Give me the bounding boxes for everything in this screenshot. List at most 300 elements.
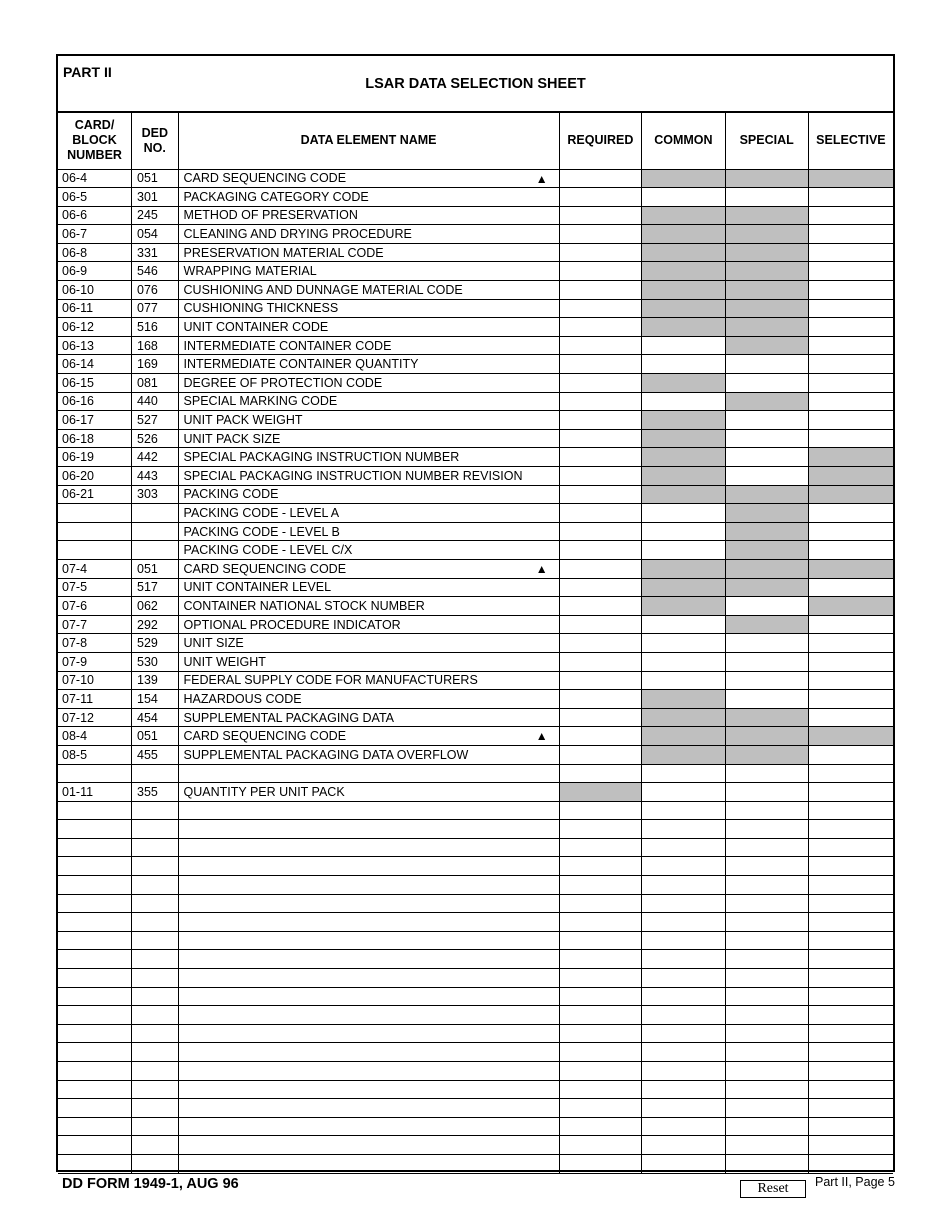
- selective-cell[interactable]: [808, 188, 893, 207]
- required-cell[interactable]: [559, 690, 642, 709]
- required-cell[interactable]: [559, 467, 642, 486]
- card-block-cell[interactable]: [58, 931, 132, 950]
- data-element-name-cell[interactable]: [178, 857, 559, 876]
- required-cell[interactable]: [559, 913, 642, 932]
- selective-cell[interactable]: [808, 336, 893, 355]
- data-element-name-cell: [178, 745, 559, 764]
- table-row: [58, 838, 893, 857]
- common-cell[interactable]: [642, 1099, 725, 1118]
- common-cell: [642, 281, 725, 300]
- special-cell[interactable]: [725, 1154, 808, 1173]
- selective-cell[interactable]: [808, 392, 893, 411]
- special-cell[interactable]: [725, 913, 808, 932]
- data-element-name: DEGREE OF PROTECTION CODE: [183, 375, 383, 390]
- card-block-cell: 08-5: [58, 745, 132, 764]
- special-cell[interactable]: [725, 429, 808, 448]
- special-cell[interactable]: [725, 448, 808, 467]
- required-cell[interactable]: [559, 838, 642, 857]
- selective-cell[interactable]: [808, 1117, 893, 1136]
- special-cell[interactable]: [725, 188, 808, 207]
- required-cell[interactable]: [559, 634, 642, 653]
- special-cell: [725, 318, 808, 337]
- selective-cell[interactable]: [808, 671, 893, 690]
- selective-cell[interactable]: [808, 950, 893, 969]
- card-block-cell[interactable]: [58, 894, 132, 913]
- data-element-name-cell[interactable]: [178, 876, 559, 895]
- selective-cell[interactable]: [808, 1154, 893, 1173]
- data-element-name-cell: [178, 206, 559, 225]
- common-cell[interactable]: [642, 188, 725, 207]
- required-cell[interactable]: [559, 336, 642, 355]
- table-row: [58, 504, 893, 523]
- selective-cell[interactable]: [808, 838, 893, 857]
- required-cell[interactable]: [559, 615, 642, 634]
- data-element-name-cell[interactable]: [178, 1080, 559, 1099]
- selective-cell[interactable]: [808, 634, 893, 653]
- page-number: Part II, Page 5: [815, 1175, 895, 1189]
- required-cell[interactable]: [559, 392, 642, 411]
- common-cell[interactable]: [642, 336, 725, 355]
- data-element-name-cell[interactable]: [178, 820, 559, 839]
- common-cell[interactable]: [642, 894, 725, 913]
- special-cell[interactable]: [725, 820, 808, 839]
- common-cell: [642, 578, 725, 597]
- common-cell[interactable]: [642, 615, 725, 634]
- required-cell[interactable]: [559, 206, 642, 225]
- card-block-cell: 06-21: [58, 485, 132, 504]
- card-block-cell[interactable]: [58, 987, 132, 1006]
- data-element-name-cell[interactable]: [178, 969, 559, 988]
- card-block-cell[interactable]: [58, 1043, 132, 1062]
- ded-no-cell[interactable]: [132, 1154, 179, 1173]
- required-cell[interactable]: [559, 1024, 642, 1043]
- required-cell[interactable]: [559, 374, 642, 393]
- common-cell[interactable]: [642, 987, 725, 1006]
- common-cell: [642, 745, 725, 764]
- special-cell[interactable]: [725, 783, 808, 802]
- selective-cell[interactable]: [808, 1136, 893, 1155]
- required-cell[interactable]: [559, 541, 642, 560]
- ded-no-cell[interactable]: [132, 876, 179, 895]
- required-cell[interactable]: [559, 485, 642, 504]
- selective-cell[interactable]: [808, 969, 893, 988]
- selective-cell[interactable]: [808, 504, 893, 523]
- selective-cell[interactable]: [808, 987, 893, 1006]
- special-cell: [725, 615, 808, 634]
- selective-cell[interactable]: [808, 652, 893, 671]
- card-block-cell[interactable]: [58, 838, 132, 857]
- data-element-name: CLEANING AND DRYING PROCEDURE: [183, 227, 412, 242]
- header-row: [58, 113, 893, 169]
- common-cell[interactable]: [642, 950, 725, 969]
- required-cell[interactable]: [559, 745, 642, 764]
- data-element-name-cell[interactable]: [178, 1043, 559, 1062]
- special-cell: [725, 262, 808, 281]
- card-block-cell: [58, 764, 132, 783]
- required-cell[interactable]: [559, 764, 642, 783]
- selective-cell[interactable]: [808, 931, 893, 950]
- required-cell[interactable]: [559, 559, 642, 578]
- ded-no-cell[interactable]: [132, 1006, 179, 1025]
- selective-cell[interactable]: [808, 801, 893, 820]
- ded-no-cell[interactable]: [132, 931, 179, 950]
- common-cell[interactable]: [642, 969, 725, 988]
- common-cell[interactable]: [642, 931, 725, 950]
- required-cell[interactable]: [559, 318, 642, 337]
- table-row: [58, 1043, 893, 1062]
- common-cell[interactable]: [642, 1006, 725, 1025]
- selective-cell[interactable]: [808, 429, 893, 448]
- data-element-name-cell[interactable]: [178, 987, 559, 1006]
- required-cell[interactable]: [559, 1006, 642, 1025]
- common-cell[interactable]: [642, 541, 725, 560]
- special-cell[interactable]: [725, 950, 808, 969]
- data-element-name-cell: [178, 392, 559, 411]
- common-cell[interactable]: [642, 783, 725, 802]
- selective-cell[interactable]: [808, 876, 893, 895]
- card-block-cell: [58, 541, 132, 560]
- data-element-name-cell: [178, 188, 559, 207]
- special-cell[interactable]: [725, 969, 808, 988]
- common-cell[interactable]: [642, 1117, 725, 1136]
- common-cell: [642, 597, 725, 616]
- data-element-name-cell[interactable]: [178, 801, 559, 820]
- selective-cell[interactable]: [808, 355, 893, 374]
- data-element-name-cell[interactable]: [178, 1099, 559, 1118]
- col-header-ded-no: DED NO.: [132, 113, 179, 169]
- selective-cell[interactable]: [808, 1043, 893, 1062]
- data-element-name: PRESERVATION MATERIAL CODE: [183, 245, 384, 260]
- selective-cell[interactable]: [808, 894, 893, 913]
- special-cell[interactable]: [725, 597, 808, 616]
- ded-no-cell[interactable]: [132, 801, 179, 820]
- data-element-name-cell: [178, 764, 559, 783]
- ded-no-cell[interactable]: [132, 1099, 179, 1118]
- data-element-name-cell: [178, 597, 559, 616]
- special-cell[interactable]: [725, 634, 808, 653]
- special-cell[interactable]: [725, 931, 808, 950]
- data-element-name: OPTIONAL PROCEDURE INDICATOR: [183, 617, 401, 632]
- required-cell[interactable]: [559, 355, 642, 374]
- special-cell: [725, 206, 808, 225]
- required-cell[interactable]: [559, 931, 642, 950]
- ded-no-cell[interactable]: [132, 838, 179, 857]
- special-cell[interactable]: [725, 411, 808, 430]
- special-cell[interactable]: [725, 876, 808, 895]
- ded-no-cell[interactable]: [132, 857, 179, 876]
- common-cell[interactable]: [642, 838, 725, 857]
- selective-cell[interactable]: [808, 820, 893, 839]
- data-element-name-cell[interactable]: [178, 1024, 559, 1043]
- required-cell[interactable]: [559, 188, 642, 207]
- ded-no-cell: 169: [132, 355, 179, 374]
- data-selection-grid: [58, 113, 893, 1174]
- special-cell[interactable]: [725, 467, 808, 486]
- card-block-cell: 06-8: [58, 243, 132, 262]
- required-cell[interactable]: [559, 578, 642, 597]
- data-element-name: UNIT CONTAINER LEVEL: [183, 580, 332, 595]
- common-cell: [642, 727, 725, 746]
- ded-no-cell[interactable]: [132, 820, 179, 839]
- common-cell[interactable]: [642, 820, 725, 839]
- card-block-cell[interactable]: [58, 1117, 132, 1136]
- common-cell: [642, 467, 725, 486]
- required-cell[interactable]: [559, 857, 642, 876]
- required-cell[interactable]: [559, 262, 642, 281]
- ded-no-cell[interactable]: [132, 969, 179, 988]
- common-cell[interactable]: [642, 857, 725, 876]
- data-element-name-cell: [178, 262, 559, 281]
- card-block-cell[interactable]: [58, 857, 132, 876]
- special-cell[interactable]: [725, 1006, 808, 1025]
- required-cell[interactable]: [559, 504, 642, 523]
- required-cell[interactable]: [559, 969, 642, 988]
- special-cell[interactable]: [725, 857, 808, 876]
- table-row: [58, 1136, 893, 1155]
- special-cell[interactable]: [725, 1024, 808, 1043]
- ded-no-cell[interactable]: [132, 1117, 179, 1136]
- common-cell[interactable]: [642, 1062, 725, 1081]
- required-cell[interactable]: [559, 411, 642, 430]
- card-block-cell: 06-15: [58, 374, 132, 393]
- card-block-cell[interactable]: [58, 801, 132, 820]
- selective-cell[interactable]: [808, 690, 893, 709]
- selective-cell[interactable]: [808, 281, 893, 300]
- selective-cell[interactable]: [808, 615, 893, 634]
- common-cell[interactable]: [642, 522, 725, 541]
- ded-no-cell[interactable]: [132, 1080, 179, 1099]
- card-block-cell: 06-18: [58, 429, 132, 448]
- ded-no-cell[interactable]: [132, 1024, 179, 1043]
- card-block-cell[interactable]: [58, 1099, 132, 1118]
- card-block-cell: 06-19: [58, 448, 132, 467]
- common-cell[interactable]: [642, 1024, 725, 1043]
- common-cell[interactable]: [642, 801, 725, 820]
- required-cell[interactable]: [559, 950, 642, 969]
- data-element-name: WRAPPING MATERIAL: [183, 264, 317, 279]
- common-cell[interactable]: [642, 392, 725, 411]
- card-block-cell[interactable]: [58, 1136, 132, 1155]
- common-cell[interactable]: [642, 1136, 725, 1155]
- special-cell[interactable]: [725, 1043, 808, 1062]
- required-cell[interactable]: [559, 801, 642, 820]
- ded-no-cell: 154: [132, 690, 179, 709]
- required-cell[interactable]: [559, 597, 642, 616]
- selective-cell[interactable]: [808, 243, 893, 262]
- required-cell[interactable]: [559, 281, 642, 300]
- required-cell[interactable]: [559, 652, 642, 671]
- ded-no-cell: 303: [132, 485, 179, 504]
- data-element-name-cell: [178, 467, 559, 486]
- selective-cell[interactable]: [808, 857, 893, 876]
- data-element-name-cell[interactable]: [178, 931, 559, 950]
- special-cell[interactable]: [725, 690, 808, 709]
- required-cell[interactable]: [559, 1117, 642, 1136]
- required-cell[interactable]: [559, 820, 642, 839]
- required-cell[interactable]: [559, 522, 642, 541]
- required-cell[interactable]: [559, 225, 642, 244]
- selective-cell[interactable]: [808, 522, 893, 541]
- selective-cell[interactable]: [808, 262, 893, 281]
- selective-cell[interactable]: [808, 1024, 893, 1043]
- card-block-cell: 07-9: [58, 652, 132, 671]
- common-cell[interactable]: [642, 876, 725, 895]
- common-cell: [642, 299, 725, 318]
- data-element-name-cell: [178, 634, 559, 653]
- table-row: [58, 969, 893, 988]
- special-cell[interactable]: [725, 1080, 808, 1099]
- required-cell[interactable]: [559, 708, 642, 727]
- special-cell[interactable]: [725, 894, 808, 913]
- card-block-cell[interactable]: [58, 820, 132, 839]
- common-cell: [642, 448, 725, 467]
- ded-no-cell: 526: [132, 429, 179, 448]
- required-cell[interactable]: [559, 243, 642, 262]
- ded-no-cell[interactable]: [132, 913, 179, 932]
- special-cell[interactable]: [725, 764, 808, 783]
- data-element-name: QUANTITY PER UNIT PACK: [183, 784, 345, 799]
- data-element-name-cell[interactable]: [178, 1006, 559, 1025]
- special-cell[interactable]: [725, 355, 808, 374]
- special-cell: [725, 727, 808, 746]
- data-element-name-cell[interactable]: [178, 838, 559, 857]
- special-cell[interactable]: [725, 374, 808, 393]
- common-cell[interactable]: [642, 764, 725, 783]
- common-cell[interactable]: [642, 913, 725, 932]
- form-number: DD FORM 1949-1, AUG 96: [62, 1176, 239, 1192]
- special-cell[interactable]: [725, 1136, 808, 1155]
- ded-no-cell[interactable]: [132, 894, 179, 913]
- data-element-name-cell[interactable]: [178, 950, 559, 969]
- common-cell: [642, 374, 725, 393]
- required-cell[interactable]: [559, 1154, 642, 1173]
- table-row: [58, 745, 893, 764]
- common-cell[interactable]: [642, 504, 725, 523]
- selective-cell[interactable]: [808, 745, 893, 764]
- selective-cell[interactable]: [808, 1006, 893, 1025]
- selective-cell[interactable]: [808, 206, 893, 225]
- data-element-name-cell: [178, 578, 559, 597]
- ded-no-cell: 077: [132, 299, 179, 318]
- data-element-name: UNIT PACK SIZE: [183, 431, 281, 446]
- special-cell[interactable]: [725, 1062, 808, 1081]
- required-cell[interactable]: [559, 1043, 642, 1062]
- triangle-icon: ▲: [535, 171, 548, 186]
- special-cell[interactable]: [725, 987, 808, 1006]
- data-element-name-cell[interactable]: [178, 1062, 559, 1081]
- card-block-cell[interactable]: [58, 950, 132, 969]
- required-cell[interactable]: [559, 1080, 642, 1099]
- selective-cell[interactable]: [808, 783, 893, 802]
- ded-no-cell[interactable]: [132, 1043, 179, 1062]
- common-cell[interactable]: [642, 1043, 725, 1062]
- reset-button[interactable]: Reset: [740, 1180, 806, 1198]
- selective-cell[interactable]: [808, 374, 893, 393]
- card-block-cell[interactable]: [58, 1080, 132, 1099]
- special-cell[interactable]: [725, 671, 808, 690]
- special-cell[interactable]: [725, 1099, 808, 1118]
- selective-cell[interactable]: [808, 1099, 893, 1118]
- required-cell[interactable]: [559, 727, 642, 746]
- card-block-cell[interactable]: [58, 1062, 132, 1081]
- data-element-name-cell[interactable]: [178, 894, 559, 913]
- data-element-name-cell: [178, 336, 559, 355]
- common-cell: [642, 243, 725, 262]
- required-cell[interactable]: [559, 987, 642, 1006]
- card-block-cell[interactable]: [58, 913, 132, 932]
- card-block-cell[interactable]: [58, 876, 132, 895]
- data-element-name-cell[interactable]: [178, 1154, 559, 1173]
- ded-no-cell[interactable]: [132, 950, 179, 969]
- card-block-cell[interactable]: [58, 1024, 132, 1043]
- common-cell[interactable]: [642, 652, 725, 671]
- special-cell: [725, 299, 808, 318]
- required-cell[interactable]: [559, 448, 642, 467]
- common-cell[interactable]: [642, 671, 725, 690]
- special-cell: [725, 522, 808, 541]
- data-element-name-cell[interactable]: [178, 1136, 559, 1155]
- selective-cell[interactable]: [808, 708, 893, 727]
- required-cell[interactable]: [559, 169, 642, 188]
- required-cell[interactable]: [559, 1136, 642, 1155]
- table-row: [58, 467, 893, 486]
- required-cell[interactable]: [559, 876, 642, 895]
- special-cell: [725, 578, 808, 597]
- data-element-name-cell[interactable]: [178, 1117, 559, 1136]
- required-cell[interactable]: [559, 299, 642, 318]
- selective-cell[interactable]: [808, 1062, 893, 1081]
- common-cell[interactable]: [642, 634, 725, 653]
- ded-no-cell[interactable]: [132, 1136, 179, 1155]
- selective-cell[interactable]: [808, 1080, 893, 1099]
- table-row: [58, 857, 893, 876]
- common-cell: [642, 262, 725, 281]
- selective-cell[interactable]: [808, 541, 893, 560]
- required-cell[interactable]: [559, 1062, 642, 1081]
- data-element-name-cell[interactable]: [178, 913, 559, 932]
- required-cell[interactable]: [559, 429, 642, 448]
- ded-no-cell: 245: [132, 206, 179, 225]
- card-block-cell[interactable]: [58, 1006, 132, 1025]
- required-cell[interactable]: [559, 894, 642, 913]
- card-block-cell[interactable]: [58, 1154, 132, 1173]
- selective-cell[interactable]: [808, 299, 893, 318]
- selective-cell[interactable]: [808, 225, 893, 244]
- common-cell[interactable]: [642, 355, 725, 374]
- special-cell[interactable]: [725, 1117, 808, 1136]
- selective-cell[interactable]: [808, 913, 893, 932]
- required-cell[interactable]: [559, 671, 642, 690]
- ded-no-cell[interactable]: [132, 987, 179, 1006]
- special-cell[interactable]: [725, 838, 808, 857]
- table-row: [58, 727, 893, 746]
- common-cell[interactable]: [642, 1154, 725, 1173]
- table-row: [58, 1062, 893, 1081]
- selective-cell[interactable]: [808, 764, 893, 783]
- card-block-cell: 06-6: [58, 206, 132, 225]
- special-cell[interactable]: [725, 652, 808, 671]
- selective-cell[interactable]: [808, 411, 893, 430]
- card-block-cell[interactable]: [58, 969, 132, 988]
- required-cell[interactable]: [559, 1099, 642, 1118]
- ded-no-cell[interactable]: [132, 1062, 179, 1081]
- special-cell[interactable]: [725, 801, 808, 820]
- col-header-required: REQUIRED: [559, 113, 642, 169]
- data-element-name: UNIT CONTAINER CODE: [183, 320, 329, 335]
- selective-cell[interactable]: [808, 578, 893, 597]
- selective-cell[interactable]: [808, 318, 893, 337]
- common-cell[interactable]: [642, 1080, 725, 1099]
